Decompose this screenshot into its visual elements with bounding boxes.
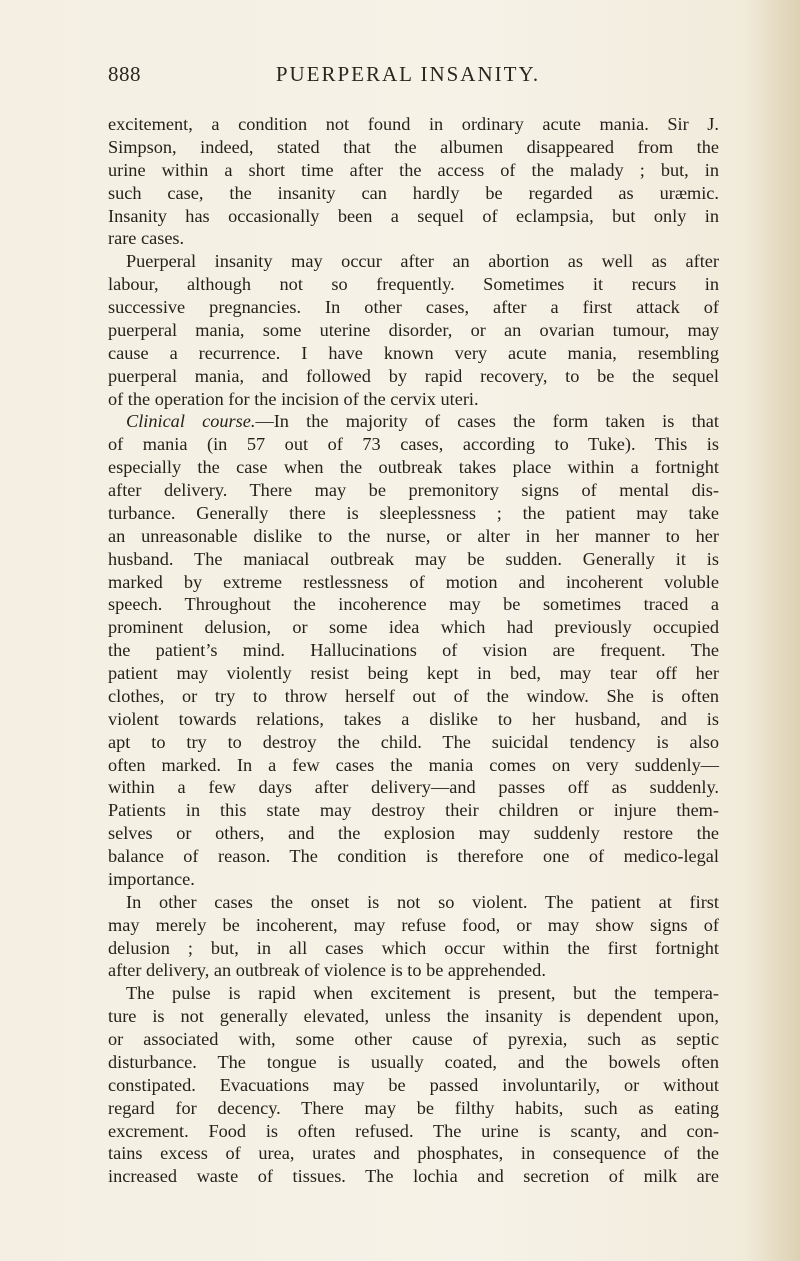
page-number: 888 xyxy=(108,62,141,86)
line-text: of the operation for the incision of the cervix uteri. xyxy=(108,388,479,409)
text-line xyxy=(108,136,719,159)
line-text: after delivery. There may be premonitory signs of mental dis- xyxy=(108,480,719,500)
line-text: excitement, a condition not found in ordinary acute mania. Sir J. xyxy=(108,114,719,134)
text-line xyxy=(108,227,719,250)
line-text: turbance. Generally there is sleeplessness ; the patient may take xyxy=(108,502,719,523)
line-text: rare cases. xyxy=(108,228,185,249)
line-text: labour, although not so frequently. Sometimes it recurs in xyxy=(108,274,719,295)
line-text: tains excess of urea, urates and phosphates, in consequence of the xyxy=(108,1143,719,1164)
line-text: speech. Throughout the incoherence may be sometimes traced a xyxy=(108,594,719,615)
text-line xyxy=(108,342,719,365)
line-text: may merely be incoherent, may refuse food, or may show signs of xyxy=(108,914,719,935)
text-line xyxy=(108,525,719,548)
line-text: cause a recurrence. I have known very acute mania, resembling xyxy=(108,342,719,363)
line-text: successive pregnancies. In other cases, after a first attack of xyxy=(108,297,719,317)
text-line xyxy=(108,1142,719,1165)
line-text: often marked. In a few cases the mania comes on very suddenly— xyxy=(108,754,719,775)
line-text: The pulse is rapid when excitement is present, but the tempera- xyxy=(126,983,719,1004)
line-text: In other cases the onset is not so violent. The patient at first xyxy=(126,891,719,912)
text-line xyxy=(108,1028,719,1051)
text-line xyxy=(108,273,719,296)
line-text: excrement. Food is often refused. The urine is scanty, and con- xyxy=(108,1120,719,1141)
line-text: importance. xyxy=(108,868,195,889)
text-line xyxy=(108,319,719,342)
line-text: prominent delusion, or some idea which had previously occupied xyxy=(108,617,719,638)
line-text: within a few days after delivery—and passes off as suddenly. xyxy=(108,777,719,798)
line-text: constipated. Evacuations may be passed involuntarily, or without xyxy=(108,1074,719,1095)
text-line xyxy=(108,548,719,571)
text-line xyxy=(108,914,719,937)
text-line xyxy=(108,891,719,914)
text-line xyxy=(108,662,719,685)
line-text: increased waste of tissues. The lochia and secretion of milk are xyxy=(108,1166,719,1187)
line-text: Simpson, indeed, stated that the albumen disappeared from the xyxy=(108,136,719,157)
text-line xyxy=(108,1074,719,1097)
text-line xyxy=(108,593,719,616)
line-text: patient may violently resist being kept in bed, may tear off her xyxy=(108,663,719,683)
text-line xyxy=(108,433,719,456)
text-line xyxy=(108,616,719,639)
text-line xyxy=(108,868,719,891)
text-line xyxy=(108,1165,719,1188)
text-line xyxy=(108,959,719,982)
line-text: ture is not generally elevated, unless the insanity is dependent upon, xyxy=(108,1006,719,1027)
text-line xyxy=(108,731,719,754)
text-line xyxy=(108,365,719,388)
line-text: after delivery, an outbreak of violence is to be apprehended. xyxy=(108,960,546,981)
text-line xyxy=(108,937,719,960)
text-line xyxy=(108,571,719,594)
line-text: puerperal mania, and followed by rapid recovery, to be the sequel xyxy=(108,365,719,386)
line-text: violent towards relations, takes a dislike to her husband, and is xyxy=(108,708,719,729)
page-header xyxy=(108,62,708,96)
text-line xyxy=(108,159,719,182)
line-text: Insanity has occasionally been a sequel of eclampsia, but only in xyxy=(108,205,719,226)
text-line xyxy=(108,250,719,273)
line-text: puerperal mania, some uterine disorder, or an ovarian tumour, may xyxy=(108,319,719,340)
body-text xyxy=(108,113,719,1188)
text-line xyxy=(108,1051,719,1074)
line-text: or associated with, some other cause of pyrexia, such as septic xyxy=(108,1029,719,1049)
line-text: urine within a short time after the access of the malady ; but, in xyxy=(108,159,719,180)
text-line xyxy=(108,822,719,845)
text-line xyxy=(108,845,719,868)
text-line xyxy=(108,479,719,502)
line-text: clothes, or try to throw herself out of the window. She is often xyxy=(108,685,719,706)
text-line xyxy=(108,410,719,433)
text-line xyxy=(108,388,719,411)
line-text: marked by extreme restlessness of motion and incoherent voluble xyxy=(108,571,719,592)
line-text: of mania (in 57 out of 73 cases, according to Tuke). This is xyxy=(108,434,719,455)
text-line xyxy=(108,982,719,1005)
line-text: Patients in this state may destroy their children or injure them- xyxy=(108,800,719,821)
text-line xyxy=(108,639,719,662)
line-text: especially the case when the outbreak takes place within a fortnight xyxy=(108,457,719,478)
line-text: —In the majority of cases the form taken is that xyxy=(255,411,719,432)
text-line xyxy=(108,1120,719,1143)
line-text: apt to try to destroy the child. The suicidal tendency is also xyxy=(108,731,719,752)
line-text: such case, the insanity can hardly be regarded as uræmic. xyxy=(108,182,719,203)
line-text: selves or others, and the explosion may suddenly restore the xyxy=(108,823,719,844)
text-line xyxy=(108,1005,719,1028)
line-text: husband. The maniacal outbreak may be sudden. Generally it is xyxy=(108,548,719,569)
text-line xyxy=(108,113,719,136)
text-line xyxy=(108,799,719,822)
line-text: delusion ; but, in all cases which occur within the first fortnight xyxy=(108,937,719,958)
running-head: PUERPERAL INSANITY. xyxy=(275,62,541,86)
text-line xyxy=(108,708,719,731)
line-text: disturbance. The tongue is usually coated, and the bowels often xyxy=(108,1051,719,1072)
text-line xyxy=(108,205,719,228)
text-line xyxy=(108,776,719,799)
text-line xyxy=(108,502,719,525)
text-line xyxy=(108,296,719,319)
line-text: regard for decency. There may be filthy habits, such as eating xyxy=(108,1097,719,1118)
section-lead: Clinical course. xyxy=(126,411,256,432)
text-line xyxy=(108,182,719,205)
text-line xyxy=(108,685,719,708)
text-line xyxy=(108,1097,719,1120)
text-line xyxy=(108,456,719,479)
line-text: balance of reason. The condition is therefore one of medico-legal xyxy=(108,846,719,866)
line-text: an unreasonable dislike to the nurse, or alter in her manner to her xyxy=(108,525,719,546)
line-text: Puerperal insanity may occur after an abortion as well as after xyxy=(126,251,719,272)
line-text: the patient’s mind. Hallucinations of vision are frequent. The xyxy=(108,640,719,661)
text-line xyxy=(108,754,719,777)
